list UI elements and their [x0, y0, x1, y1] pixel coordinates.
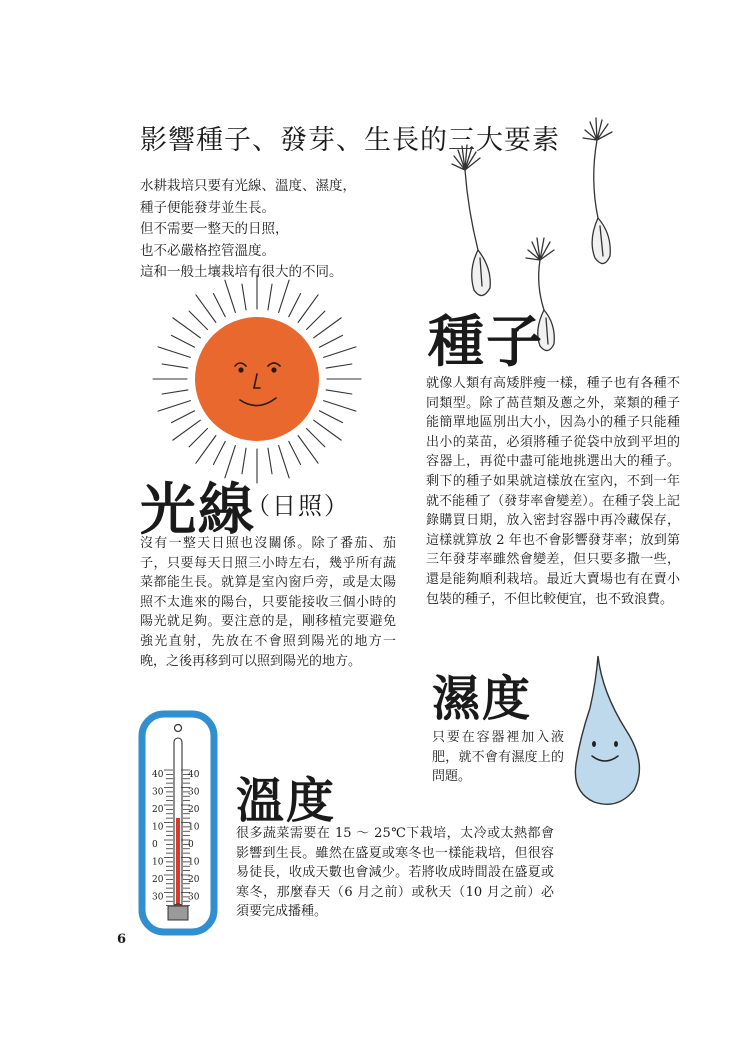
thermometer-scale-label: 30 [152, 892, 164, 903]
intro-line: 但不需要一整天的日照， [140, 221, 289, 237]
sun-ray [158, 347, 190, 358]
thermometer-icon [138, 708, 218, 938]
thermometer-scale-label: 10 [152, 822, 164, 833]
thermometer-scale-label: 30 [188, 787, 200, 798]
thermometer-scale-label: 10 [188, 822, 200, 833]
temperature-paragraph: 很多蔬菜需要在 15 ～ 25℃下栽培，太冷或太熱都會影響到生長。雖然在盛夏或寒冬也一樣能栽培，但很容易徒長，收成天數也會減少。若將收成時間設在盛夏或寒冬，那麼春天（6 月之前）或秋天（10 月之前）必須要完成播種。 [236, 826, 554, 920]
sun-ray [242, 284, 246, 310]
sun-ray [171, 335, 194, 347]
sun-ray [173, 420, 201, 440]
thermometer-scale-label: 30 [152, 787, 164, 798]
sun-ray [289, 293, 301, 316]
light-heading: 光線 [140, 477, 256, 543]
thermometer-scale-label: 40 [188, 770, 200, 780]
sun-ray [319, 335, 342, 347]
sun-ray [225, 280, 236, 312]
sun-ray [213, 441, 225, 464]
sun-ray [158, 401, 190, 412]
sun-ray [279, 280, 290, 312]
sun-ray [289, 441, 301, 464]
sun-icon [140, 284, 390, 484]
intro-line: 這和一般土壤栽培有很大的不同。 [140, 264, 343, 280]
sun-ray [324, 401, 356, 412]
sun-ray [314, 318, 342, 338]
thermometer-scale-label: 0 [188, 840, 194, 850]
seed-paragraph: 就像人類有高矮胖瘦一樣，種子也有各種不同類型。除了萵苣類及蔥之外，菜類的種子能簡單地區別出大小，因為小的種子只能種出小的菜苗，必須將種子從袋中放到平坦的容器上，再從中盡可能地挑選出大的種子。剩下的種子如果就這樣放在室內，不到一年就不能種了（發芽率會變差）。在種子袋上記錄購買日期，放入密封容器中再冷藏保存，這樣就算放 2 年也不會影響發芽率；放到第三年發芽率雖然會變差，但只要多撒一些，還是能夠順利栽培。最近大賣場也有在賣小包裝的種子，不但比較便宜，也不致浪費。 [426, 376, 680, 607]
sun-ray [326, 364, 352, 368]
thermometer-scale-label: 20 [188, 875, 200, 885]
thermometer-scale-label: 10 [152, 857, 164, 868]
humidity-paragraph: 只要在容器裡加入液肥，就不會有濕度上的問題。 [432, 730, 564, 785]
intro-line: 也不必嚴格控管溫度。 [140, 242, 275, 259]
sun-ray [173, 318, 201, 338]
light-subheading: （日照） [246, 492, 350, 520]
sun-ray [298, 295, 318, 323]
thermometer-scale-label: 10 [188, 857, 200, 868]
sun-ray [268, 284, 272, 310]
sun-ray [319, 411, 342, 423]
seed-heading: 種子 [428, 309, 544, 375]
light-paragraph: 沒有一整天日照也沒關係。除了番茄、茄子，只要每天日照三小時左右，幾乎所有蔬菜都能生長。就算是室內窗戶旁，或是太陽照不太進來的陽台，只要能接收三個小時的陽光就足夠。要注意的是，剛移植完要避免強光直射，先放在不會照到陽光的地方一晚，之後再移到可以照到陽光的地方。 [140, 536, 396, 669]
sun-ray [324, 347, 356, 358]
sun-ray [279, 446, 290, 478]
thermometer-scale-label: 20 [152, 805, 164, 815]
page-title: 影響種子、發芽、生長的三大要素 [140, 125, 560, 156]
thermometer-scale-label: 30 [188, 892, 200, 903]
thermometer-scale-label: 40 [152, 770, 164, 780]
sun-ray [189, 311, 207, 329]
sun-ray [189, 428, 207, 446]
humidity-heading: 濕度 [432, 671, 533, 727]
sun-ray [213, 293, 225, 316]
water-drop-icon [568, 652, 658, 812]
sun-ray [268, 448, 272, 474]
sun-ray [306, 428, 324, 446]
thermometer-scale-label: 0 [152, 840, 158, 850]
sun-ray [306, 311, 324, 329]
sun-ray [162, 390, 188, 394]
sun-ray [326, 390, 352, 394]
sun-ray [196, 436, 216, 464]
thermometer-scale-label: 20 [152, 875, 164, 885]
page-number: 6 [117, 932, 127, 947]
thermometer-scale-label: 20 [188, 805, 200, 815]
sun-ray [162, 364, 188, 368]
intro-line: 種子便能發芽並生長。 [140, 199, 275, 216]
intro-text [140, 176, 356, 284]
sun-ray [171, 411, 194, 423]
temperature-heading: 溫度 [236, 773, 337, 829]
intro-line: 水耕栽培只要有光線、溫度、濕度， [140, 178, 356, 194]
sun-ray [298, 436, 318, 464]
sun-ray [314, 420, 342, 440]
sun-ray [196, 295, 216, 323]
